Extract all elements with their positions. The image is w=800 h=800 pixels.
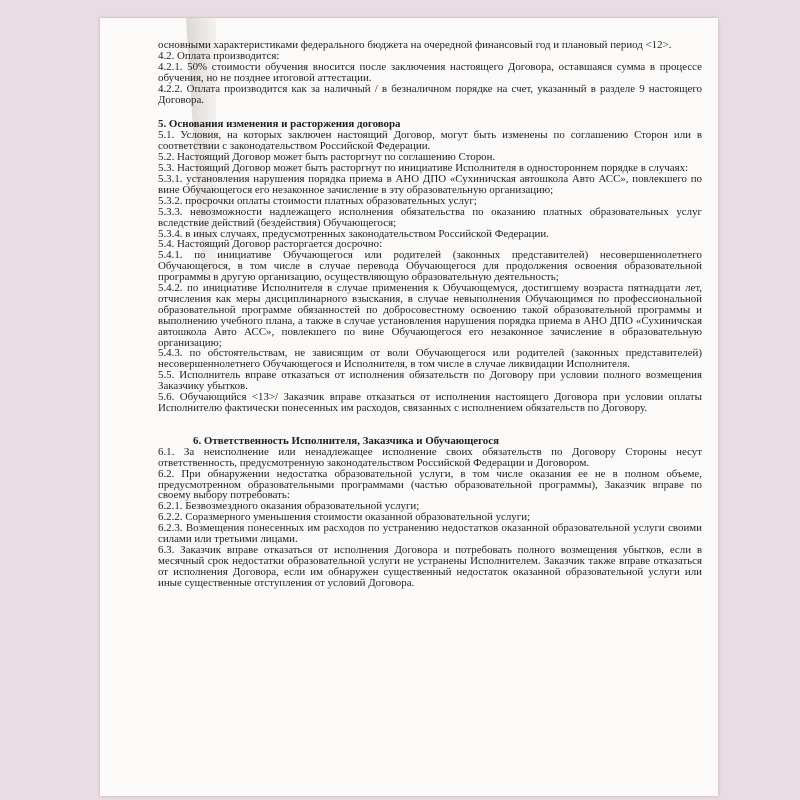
section-heading: 6. Ответственность Исполнителя, Заказчика и Обучающегося xyxy=(193,434,499,447)
paragraph-spacer xyxy=(158,414,702,436)
clause-paragraph: 4.2.2. Оплата производится как за наличный / в безналичном порядке на счет, указанный в разделе 9 настоящего Договора. xyxy=(158,82,702,106)
clause-paragraph: 5.1. Условия, на которых заключен настоящий Договор, могут быть изменены по соглашению Сторон или в соответствии с законодательством Российской Федерации. xyxy=(158,129,702,153)
clause-paragraph: 6.2. При обнаружении недостатка образовательной услуги, в том числе оказания ее не в полном объеме, предусмотренном образовательными программами (частью образовательной программы), Заказчик вправе по своему выбору потребовать: xyxy=(158,467,702,502)
clause-paragraph: 5.5. Исполнитель вправе отказаться от исполнения обязательств по Договору при условии полного возмещения Заказчику убытков. xyxy=(158,369,702,393)
clause-paragraph: 5.4.1. по инициативе Обучающегося или родителей (законных представителей) несовершеннолетнего Обучающегося, в том числе в случае перевода Обучающегося для продолжения освоения образовательной программы в другую организацию, осуществляющую образовательную деятельность; xyxy=(158,249,702,284)
clause-paragraph: 5.3.2. просрочки оплаты стоимости платных образовательных услуг; xyxy=(158,194,477,207)
clause-paragraph: 6.2.1. Безвозмездного оказания образовательной услуги; xyxy=(158,500,420,513)
clause-paragraph: 6.3. Заказчик вправе отказаться от исполнения Договора и потребовать полного возмещения убытков, если в месячный срок недостатки образовательной услуги не устранены Исполнителем. Заказчик также вправе отказаться от исполнения Договора, если им обнаружен существенный недостаток оказанной образовательной услуги или иные существенные отступления от условий Договора. xyxy=(158,543,702,589)
clause-paragraph: 5.4.2. по инициативе Исполнителя в случае применения к Обучающемуся, достигшему возраста пятнадцати лет, отчисления как меры дисциплинарного взыскания, в случае невыполнения Обучающимся по профессиональной образовательной программе обязанностей по добросовестному освоению такой образовательной программы и выполнению учебного плана, а также в случае установления нарушения порядка приема в АНО ДПО «Сухиничская автошкола Авто АСС», повлекшего по вине Обучающегося его незаконное зачисление в образовательную организацию; xyxy=(158,282,702,349)
clause-paragraph: 6.2.2. Соразмерного уменьшения стоимости оказанной образовательной услуги; xyxy=(158,511,531,524)
document-page xyxy=(100,18,718,796)
clause-paragraph: 5.3. Настоящий Договор может быть расторгнут по инициативе Исполнителя в одностороннем порядке в случаях: xyxy=(158,162,689,175)
section-heading: 5. Основания изменения и расторжения договора xyxy=(158,118,401,131)
clause-paragraph: 6.1. За неисполнение или ненадлежащее исполнение своих обязательств по Договору Стороны несут ответственность, предусмотренную законодательством Российской Федерации и Договором. xyxy=(158,445,702,469)
clause-paragraph: 6.2.3. Возмещения понесенных им расходов по устранению недостатков оказанной образовательной услуги своими силами или третьими лицами. xyxy=(158,522,702,546)
clause-paragraph: 5.3.4. в иных случаях, предусмотренных законодательством Российской Федерации. xyxy=(158,227,549,240)
clause-paragraph: 5.3.1. установления нарушения порядка приема в АНО ДПО «Сухиничская автошкола Авто АСС», повлекшего по вине Обучающегося его незаконное зачисление в эту образовательную организацию; xyxy=(158,172,702,196)
clause-paragraph: основными характеристиками федерального бюджета на очередной финансовый год и плановый период <12>. xyxy=(158,39,672,51)
clause-paragraph: 5.3.3. невозможности надлежащего исполнения обязательства по оказанию платных образовательных услуг вследствие действий (бездействия) Обучающегося; xyxy=(158,205,702,229)
clause-paragraph: 5.2. Настоящий Договор может быть расторгнут по соглашению Сторон. xyxy=(158,151,496,164)
clause-paragraph: 4.2. Оплата производится: xyxy=(158,49,280,62)
paragraph-spacer xyxy=(158,105,702,119)
clause-paragraph: 5.6. Обучающийся <13>/ Заказчик вправе отказаться от исполнения настоящего Договора при условии оплаты Исполнителю фактически понесенных им расходов, связанных с исполнением обязательств по Договору. xyxy=(158,391,702,414)
document-body xyxy=(158,40,702,589)
clause-paragraph: 4.2.1. 50% стоимости обучения вносится после заключения настоящего Договора, оставшаяся сумма в процессе обучения, но не позднее итоговой аттестации. xyxy=(158,60,702,84)
clause-paragraph: 5.4. Настоящий Договор расторгается досрочно: xyxy=(158,238,383,251)
clause-paragraph: 5.4.3. по обстоятельствам, не зависящим от воли Обучающегося или родителей (законных представителей) несовершеннолетнего Обучающегося и Исполнителя, в том числе в случае ликвидации Исполнителя. xyxy=(158,347,702,371)
